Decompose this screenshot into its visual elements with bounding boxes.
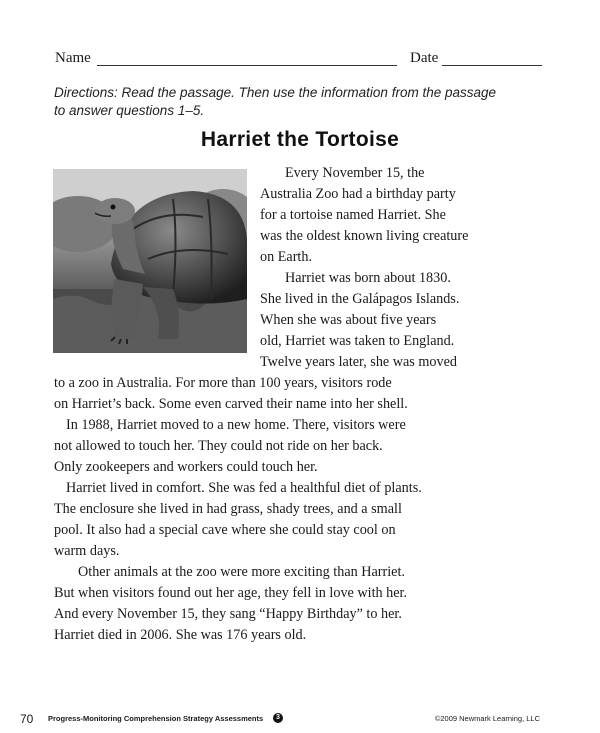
paragraph-2	[285, 268, 451, 289]
paragraph-2-full	[54, 373, 408, 415]
p4-line-3: pool. It also had a special cave where she could stay cool on	[54, 522, 396, 538]
book-number-badge: 3	[273, 713, 283, 723]
p2-line-7: on Harriet’s back. Some even carved their name into her shell.	[54, 396, 408, 412]
p2-line-6: to a zoo in Australia. For more than 100 years, visitors rode	[54, 375, 392, 391]
p2-line-3: When she was about five years	[260, 312, 437, 328]
name-line	[97, 65, 397, 66]
p1-line-1: Every November 15, the	[285, 165, 425, 181]
p1-line-2: Australia Zoo had a birthday party	[260, 186, 456, 202]
paragraph-3	[54, 415, 406, 478]
p2-line-5: Twelve years later, she was moved	[260, 354, 457, 370]
p1-line-4: was the oldest known living creature	[260, 228, 469, 244]
tortoise-photo	[53, 169, 247, 353]
p5-line-1: Other animals at the zoo were more exciting than Harriet.	[78, 564, 405, 580]
p5-line-4: Harriet died in 2006. She was 176 years old.	[54, 627, 307, 643]
p2-line-1: Harriet was born about 1830.	[285, 270, 451, 286]
p1-line-3: for a tortoise named Harriet. She	[260, 207, 446, 223]
p4-line-1: Harriet lived in comfort. She was fed a healthful diet of plants.	[66, 480, 422, 496]
directions	[54, 84, 554, 120]
p3-line-3: Only zookeepers and workers could touch her.	[54, 459, 318, 475]
page-number: 70	[20, 712, 34, 726]
p2-line-4: old, Harriet was taken to England.	[260, 333, 455, 349]
passage-title: Harriet the Tortoise	[200, 128, 400, 151]
p4-line-4: warm days.	[54, 543, 120, 559]
p4-line-2: The enclosure she lived in had grass, shady trees, and a small	[54, 501, 402, 517]
date-label: Date	[410, 50, 439, 66]
book-title: Progress-Monitoring Comprehension Strategy Assessments	[48, 714, 264, 723]
paragraph-4	[54, 478, 422, 562]
name-date-row	[55, 50, 542, 72]
name-label: Name	[55, 50, 91, 66]
date-line	[442, 65, 542, 66]
p2-line-2: She lived in the Galápagos Islands.	[260, 291, 460, 307]
p5-line-3: And every November 15, they sang “Happy Birthday” to her.	[54, 606, 402, 622]
paragraph-1	[285, 163, 424, 184]
paragraph-2-cont	[260, 289, 459, 373]
copyright: ©2009 Newmark Learning, LLC	[434, 714, 540, 723]
paragraph-5	[54, 562, 407, 646]
p1-line-5: on Earth.	[260, 249, 313, 265]
p3-line-1: In 1988, Harriet moved to a new home. There, visitors were	[66, 417, 406, 433]
page-footer	[20, 712, 580, 728]
p3-line-2: not allowed to touch her. They could not ride on her back.	[54, 438, 383, 454]
paragraph-1-cont	[260, 184, 468, 268]
directions-line-2: to answer questions 1–5.	[54, 103, 205, 118]
p5-line-2: But when visitors found out her age, they fell in love with her.	[54, 585, 408, 601]
tortoise-icon	[53, 169, 247, 353]
directions-line-1: Directions: Read the passage. Then use the information from the passage	[54, 85, 496, 100]
